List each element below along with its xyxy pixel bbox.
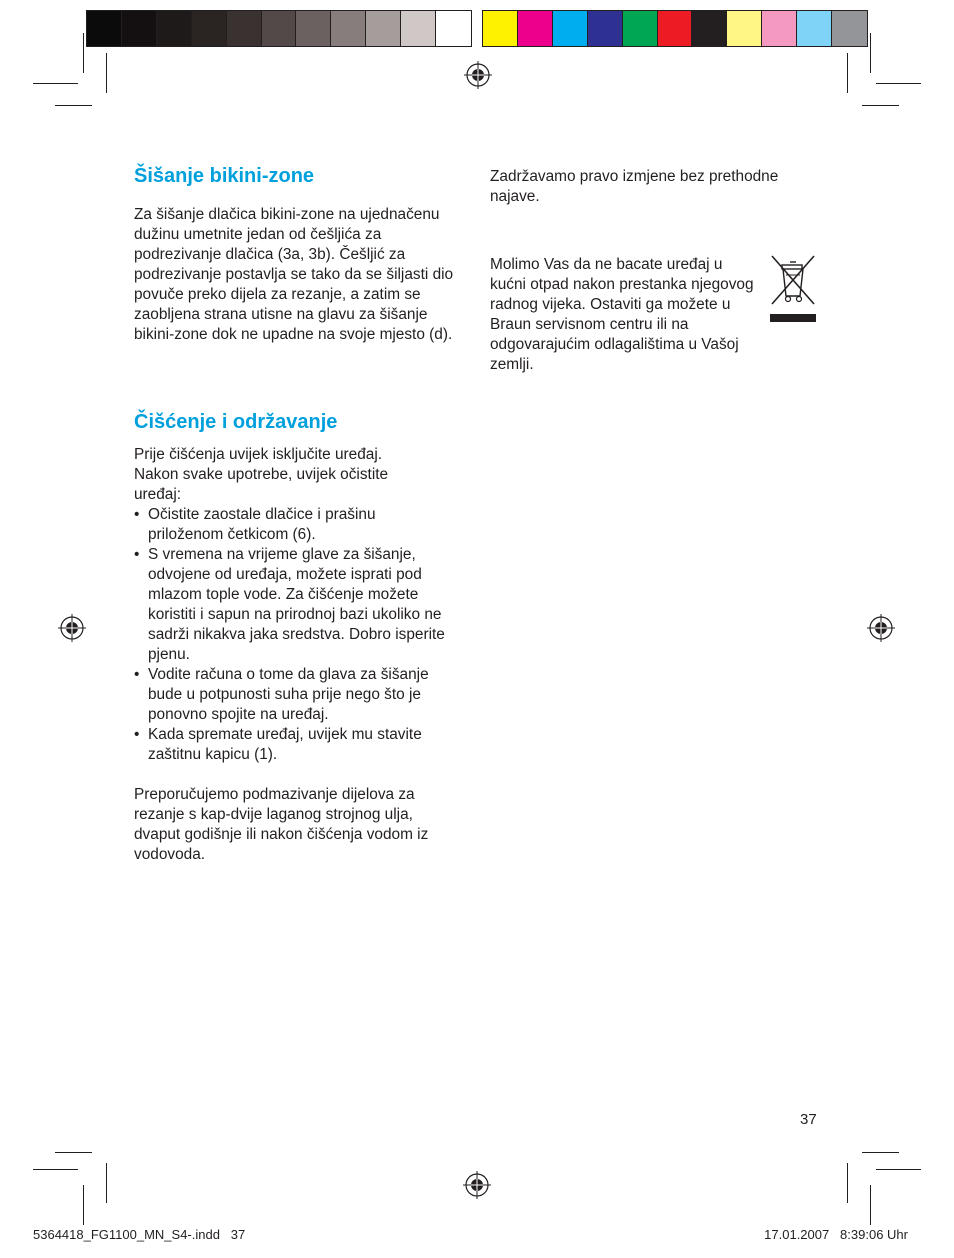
color-swatch [436,11,471,46]
list-item: • Očistite zaostale dlačice i prašinu priloženom četkicom (6). [134,505,413,545]
crop-mark [876,83,921,84]
color-swatch [832,11,867,46]
color-swatch [401,11,436,46]
color-swatch [518,11,553,46]
crop-mark [862,105,899,106]
list-item: • S vremena na vrijeme glave za šišanje, odvojene od uređaja, možete isprati pod mlazom tople vode. Za čišćenje možete koristiti i sapun na prirodnoj bazi ukoliko ne sadrži nikakva jaka sredstva. Dobro isperite pjenu. [134,545,468,665]
color-swatch [157,11,192,46]
color-swatch [797,11,832,46]
section-heading-cleaning: Čišćenje i održavanje [134,411,338,433]
crop-mark [106,53,107,93]
footer-timestamp: 17.01.2007 8:39:06 Uhr [764,1227,908,1242]
crop-mark [876,1169,921,1170]
crop-mark [106,1163,107,1203]
cleaning-intro-paragraph: Prije čišćenja uvijek isključite uređaj. Nakon svake upotrebe, uvijek očistite uređaj: [134,446,389,503]
list-item: • Kada spremate uređaj, uvijek mu stavite zaštitnu kapicu (1). [134,725,478,765]
color-swatch [588,11,623,46]
color-swatch [553,11,588,46]
color-swatch [331,11,366,46]
crop-mark [33,83,78,84]
process-color-bar [482,10,868,47]
color-swatch [296,11,331,46]
color-swatch [658,11,693,46]
page-number: 37 [800,1111,817,1128]
list-item: • Vodite računa o tome da glava za šišanje bude u potpunosti suha prije nego što je ponovno spojite na uređaj. [134,665,453,725]
section-heading-bikini-trimming: Šišanje bikini-zone [134,165,315,187]
registration-mark-icon [463,60,493,90]
color-swatch [727,11,762,46]
registration-mark-icon [57,613,87,643]
crop-mark [55,1152,92,1153]
registration-mark-icon [462,1170,492,1200]
color-swatch [87,11,122,46]
color-swatch [366,11,401,46]
crop-mark [870,33,871,73]
color-swatch [227,11,262,46]
cleaning-instructions-list [134,505,469,765]
grayscale-color-bar [86,10,472,47]
color-swatch [762,11,797,46]
crop-mark [83,33,84,73]
crop-mark [55,105,92,106]
disposal-paragraph: Molimo Vas da ne bacate uređaj u kućni otpad nakon prestanka njegovog radnog vijeka. Ostaviti ga možete u Braun servisnom centru ili na odgovarajućim odlagalištima u Vašoj zemlji. [490,256,754,373]
color-swatch [692,11,727,46]
bikini-trimming-paragraph: Za šišanje dlačica bikini-zone na ujednačenu dužinu umetnite jedan od češljića za podrezivanje dlačica (3a, 3b). Češljić za podrezivanje postavlja se tako da se šiljasti dio povuče preko dijela za rezanje, a zatim se zaobljena strana utisne na glavu za šišanje bikini-zone dok ne upadne na svoje mjesto (d). [134,206,454,343]
crop-mark [870,1185,871,1225]
color-swatch [122,11,157,46]
color-swatch [192,11,227,46]
color-swatch [262,11,297,46]
registration-mark-icon [866,613,896,643]
crop-mark [83,1185,84,1225]
crossed-out-wheelie-bin-icon [768,254,818,324]
color-swatch [623,11,658,46]
crop-mark [862,1152,899,1153]
footer-file-info: 5364418_FG1100_MN_S4-.indd 37 [33,1227,246,1242]
crop-mark [33,1169,78,1170]
lubrication-paragraph: Preporučujemo podmazivanje dijelova za rezanje s kap-dvije laganog strojnog ulja, dvaput godišnje ili nakon čišćenja vodom iz vodovoda. [134,786,429,863]
color-swatch [483,11,518,46]
rights-notice-paragraph: Zadržavamo pravo izmjene bez prethodne najave. [490,168,779,205]
crop-mark [847,1163,848,1203]
crop-mark [847,53,848,93]
